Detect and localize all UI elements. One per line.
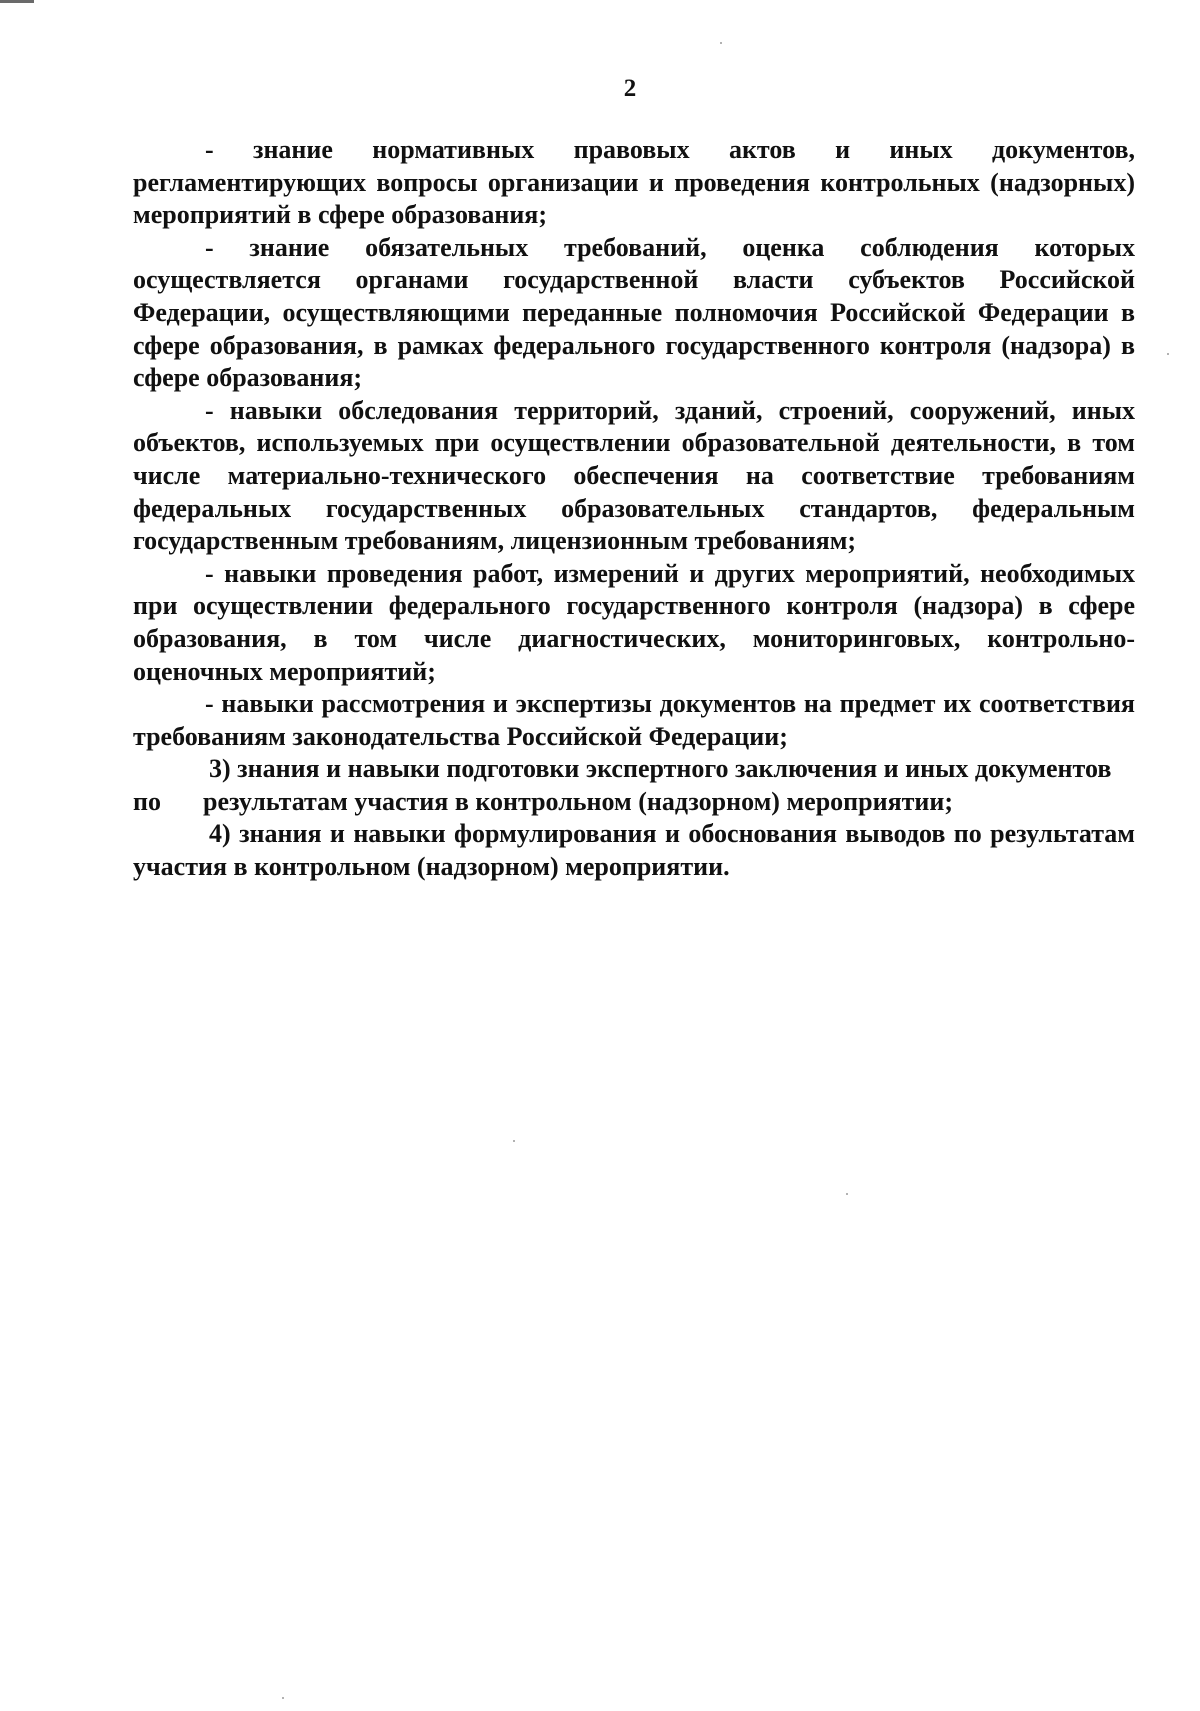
item-3-word-po: по — [133, 786, 161, 816]
scan-speck — [1167, 353, 1169, 355]
scan-speck — [282, 1697, 284, 1699]
paragraph-skills-conducting-measurements: - навыки проведения работ, измерений и других мероприятий, необходимых при осуществлении федерального государственного контроля (надзора) в сфере образования, в том числе диагностических, мониторинговых, контрольно-оценочных мероприятий; — [133, 558, 1135, 686]
item-4-conclusions: 4) знания и навыки формулирования и обоснования выводов по результатам участия в контрольном (надзорном) мероприятии. — [133, 819, 1135, 882]
page-number: 2 — [623, 75, 637, 102]
scan-speck — [720, 42, 722, 44]
scan-speck — [846, 1193, 848, 1195]
paragraph-skills-inspection-of-territories: - навыки обследования территорий, зданий, строений, сооружений, иных объектов, используемых при осуществлении образовательной деятельности, в том числе материально-технического обеспечения на соответствие требованиям федеральных государственных образовательных стандартов, федеральным государственным требованиям, лицензионным требованиям; — [133, 395, 1135, 556]
item-3-expert-conclusion — [133, 753, 1135, 818]
item-3-continuation: результатам участия в контрольном (надзорном) мероприятии; — [203, 786, 954, 816]
paragraph-knowledge-normative-acts: - знание нормативных правовых актов и иных документов, регламентирующих вопросы организации и проведения контрольных (надзорных) мероприятий в сфере образования; — [133, 135, 1135, 230]
scan-corner-mark — [0, 0, 34, 3]
item-3-first-line: 3) знания и навыки подготовки экспертного заключения и иных документов — [209, 754, 1112, 784]
paragraph-knowledge-mandatory-requirements: - знание обязательных требований, оценка соблюдения которых осуществляется органами государственной власти субъектов Российской Федерации, осуществляющими переданные полномочия Российской Федерации в сфере образования, в рамках федерального государственного контроля (надзора) в сфере образования; — [133, 232, 1135, 393]
item-3-second-line — [133, 786, 1135, 819]
document-body — [133, 134, 1135, 884]
paragraph-skills-document-examination: - навыки рассмотрения и экспертизы документов на предмет их соответствия требованиям законодательства Российской Федерации; — [133, 689, 1135, 751]
scan-speck — [513, 1140, 515, 1142]
